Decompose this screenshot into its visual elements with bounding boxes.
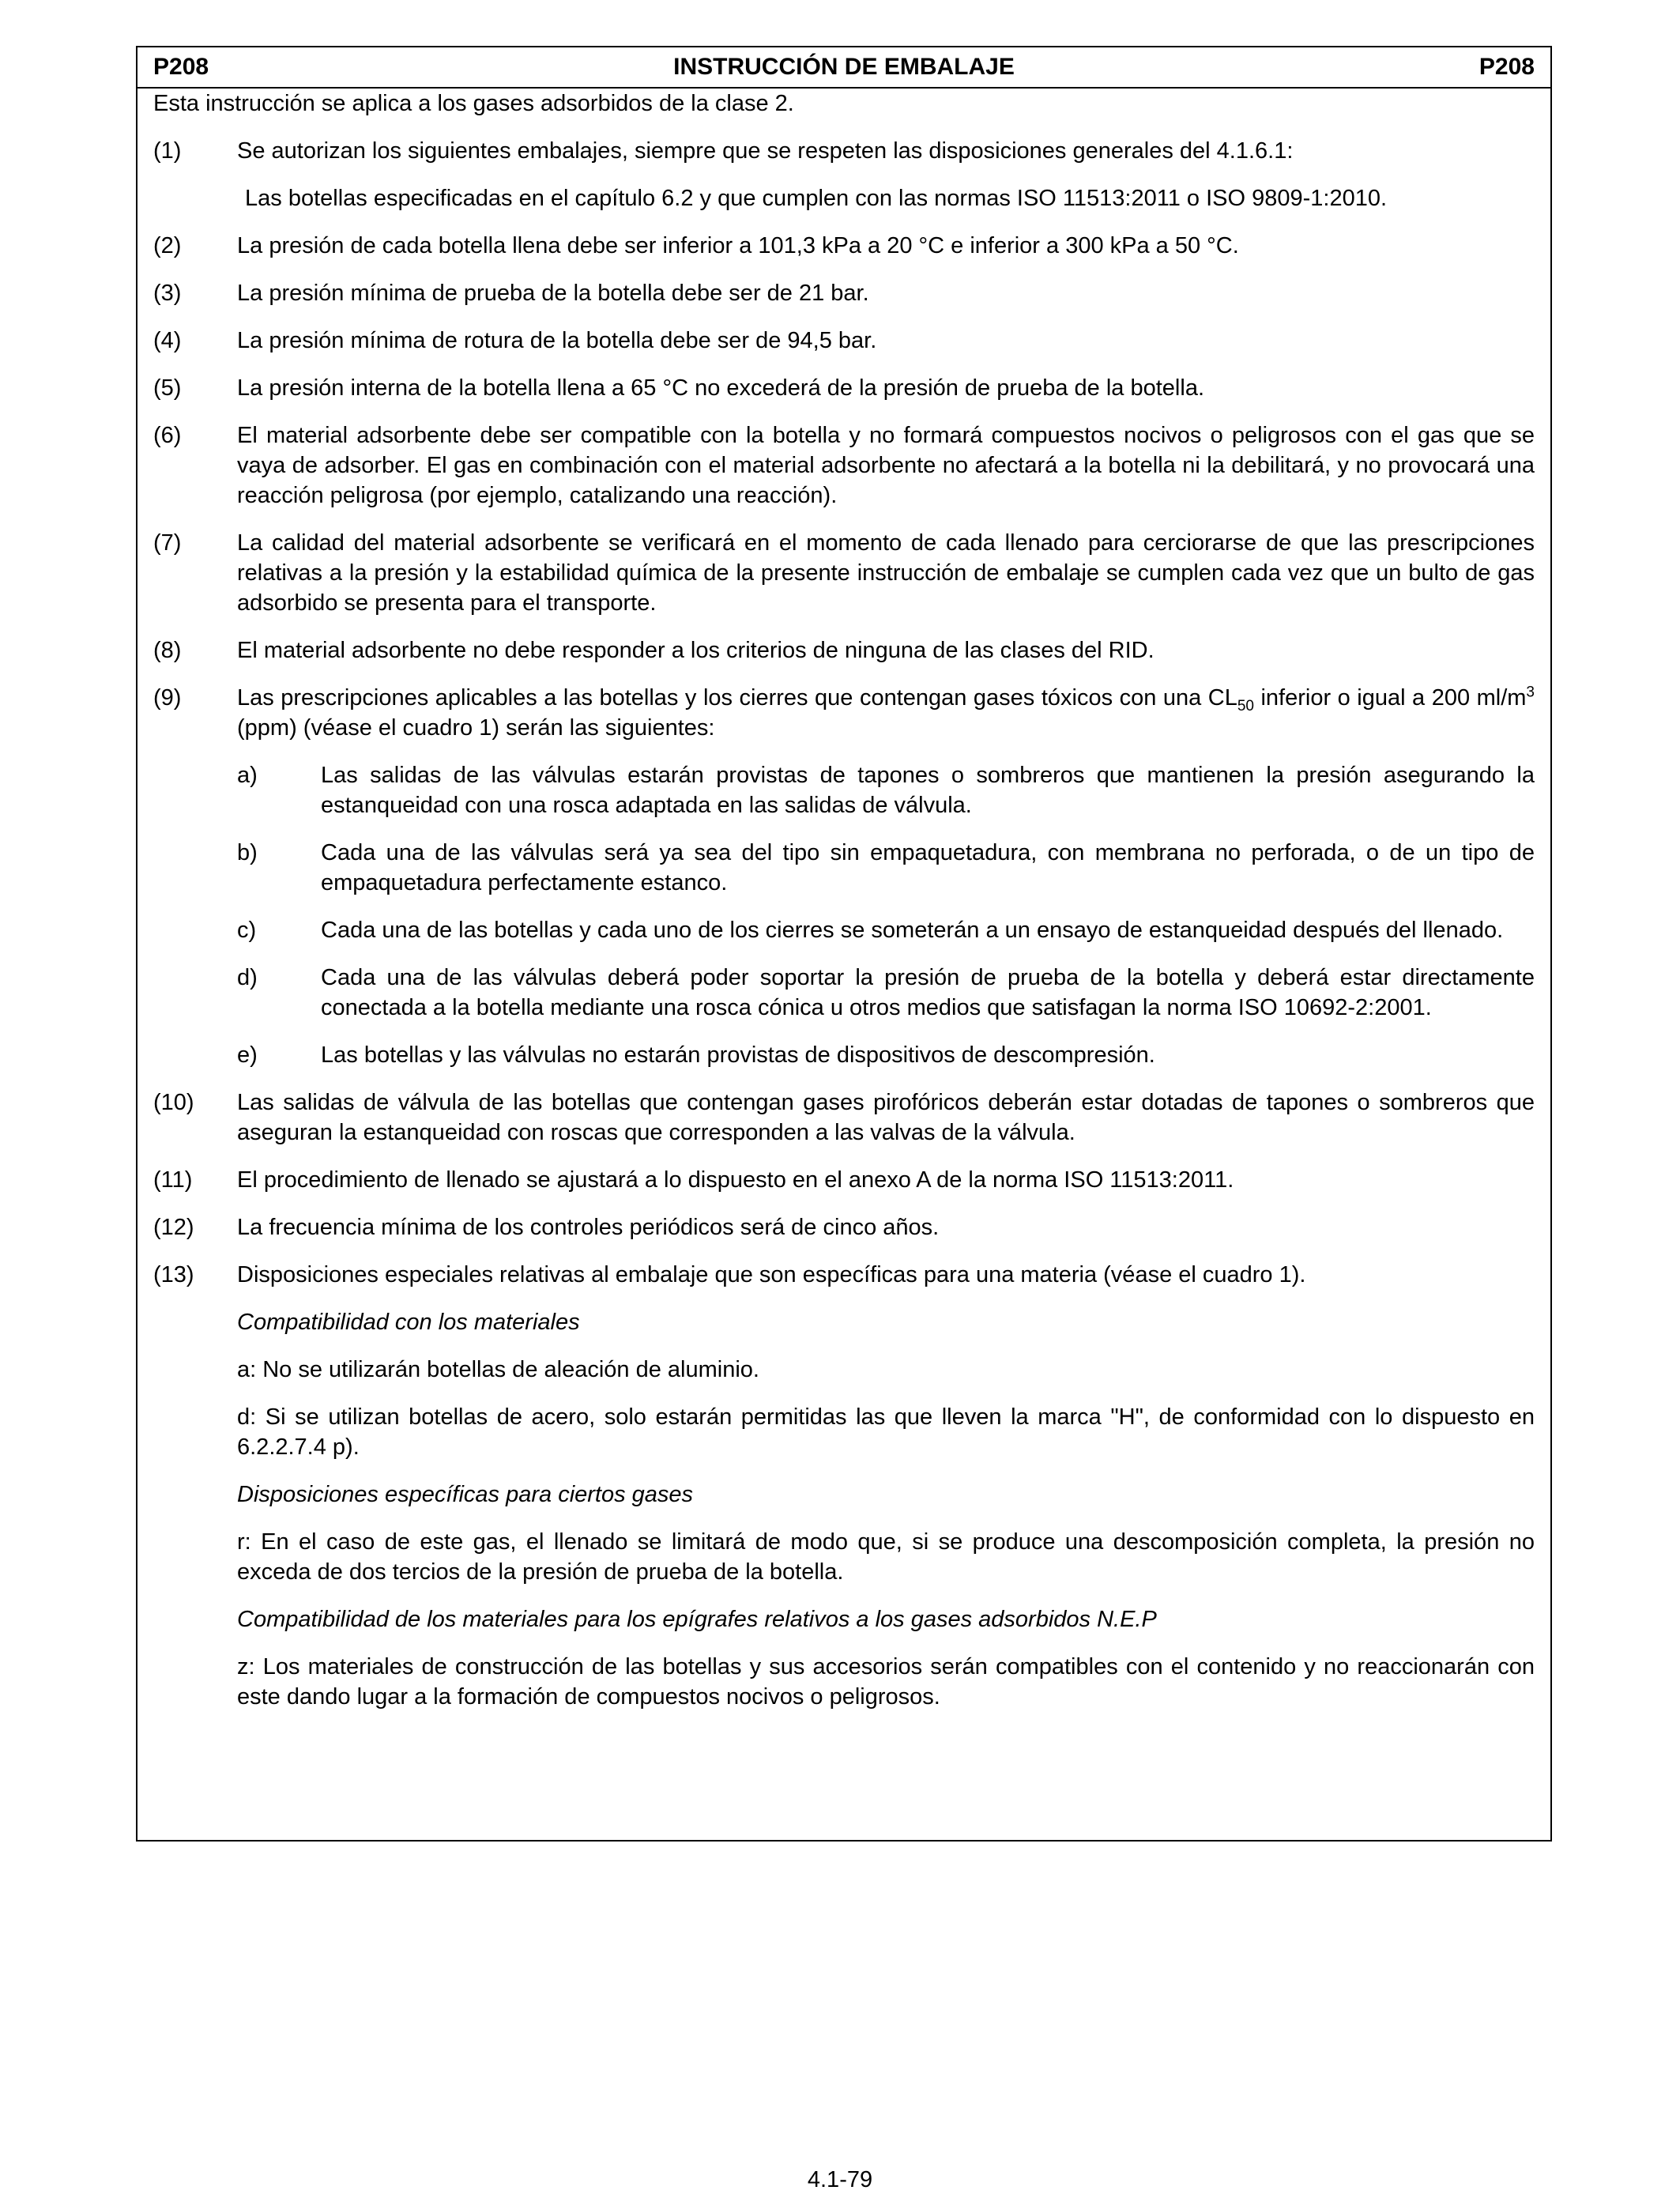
instruction-code-left: P208 [153,54,209,80]
item-text: El procedimiento de llenado se ajustará a lo dispuesto en el anexo A de la norma ISO 11513:2011. [237,1167,1234,1193]
page-number: 4.1-79 [807,2167,873,2192]
item-3 [153,278,1535,308]
sub-item-text: Cada una de las válvulas será ya sea del tipo sin empaquetadura, con membrana no perforada, o de un tipo de empaquetadura perfectamente estanco. [321,840,1535,895]
item-text: Se autorizan los siguientes embalajes, siempre que se respeten las disposiciones generales del 4.1.6.1: [237,138,1294,164]
note-r: r: En el caso de este gas, el llenado se limitará de modo que, si se produce una descomposición completa, la presión no exceda de dos tercios de la presión de prueba de la botella. [237,1529,1535,1585]
note-z: z: Los materiales de construcción de las botellas y sus accesorios serán compatibles con el contenido y no reaccionarán con este dando lugar a la formación de compuestos nocivos o peligrosos. [237,1654,1535,1710]
item-text: Las salidas de válvula de las botellas que contengan gases pirofóricos deberán estar dotadas de tapones o sombreros que aseguran la estanqueidad con roscas que corresponden a las valvas de la válvula. [237,1090,1535,1145]
item-9-sublist [237,760,1535,1070]
item-number: (2) [153,233,182,258]
item-9 [153,683,1535,743]
intro-text: Esta instrucción se aplica a los gases adsorbidos de la clase 2. [153,91,794,116]
item-text [237,683,1535,743]
item-13 [153,1260,1535,1290]
instruction-code-right: P208 [1478,54,1535,80]
item-11 [153,1165,1535,1195]
item-number: (8) [153,638,182,663]
compat-heading: Compatibilidad con los materiales [237,1310,580,1335]
item-number: (6) [153,423,182,448]
item-number: (5) [153,375,182,401]
item-1-detail: Las botellas especificadas en el capítulo 6.2 y que cumplen con las normas ISO 11513:2011 o ISO 9809-1:2010. [245,186,1388,211]
item-number: (3) [153,281,182,306]
item-8 [153,635,1535,665]
item-text: Disposiciones especiales relativas al embalaje que son específicas para una materia (véase el cuadro 1). [237,1262,1306,1287]
item-text: La presión mínima de prueba de la botella debe ser de 21 bar. [237,281,869,306]
sub-item-letter: a) [237,763,258,788]
item-number: (1) [153,138,182,164]
item-text: La presión interna de la botella llena a 65 °C no excederá de la presión de prueba de la botella. [237,375,1205,401]
sub-item-text: Cada una de las válvulas deberá poder soportar la presión de prueba de la botella y deberá estar directamente conectada a la botella mediante una rosca cónica u otros medios que satisfagan la norma ISO 10692-2:2001. [321,965,1535,1020]
instruction-body [137,89,1550,1712]
item-text: La presión de cada botella llena debe ser inferior a 101,3 kPa a 20 °C e inferior a 300 kPa a 50 °C. [237,233,1239,258]
instruction-header [137,47,1550,89]
instruction-title: INSTRUCCIÓN DE EMBALAJE [673,54,1015,80]
sub-item-e [237,1040,1535,1070]
item-number: (13) [153,1262,194,1287]
sub-item-d [237,963,1535,1023]
item-6 [153,420,1535,511]
item-1 [153,136,1535,166]
sub-item-text: Cada una de las botellas y cada uno de los cierres se someterán a un ensayo de estanqueidad después del llenado. [321,918,1504,943]
sub-item-a [237,760,1535,820]
item-7 [153,528,1535,618]
sub-item-letter: b) [237,840,258,865]
item-text: La calidad del material adsorbente se verificará en el momento de cada llenado para cerciorarse de que las prescripciones relativas a la presión y la estabilidad química de la presente instrucción de embalaje se cumplen cada vez que un bulto de gas adsorbido se presenta para el transporte. [237,530,1535,616]
item-9-text-end: (ppm) (véase el cuadro 1) serán las siguientes: [237,715,715,741]
item-text: La frecuencia mínima de los controles periódicos será de cinco años. [237,1215,940,1240]
item-number: (4) [153,328,182,353]
note-a: a: No se utilizarán botellas de aleación de aluminio. [237,1357,759,1382]
sub-item-c [237,915,1535,945]
sub-item-letter: d) [237,965,258,990]
gases-heading: Disposiciones específicas para ciertos gases [237,1482,694,1507]
item-text: La presión mínima de rotura de la botella debe ser de 94,5 bar. [237,328,877,353]
sub-item-b [237,838,1535,898]
item-9-text-middle: inferior o igual a 200 ml/m [1253,685,1527,711]
note-d: d: Si se utilizan botellas de acero, solo estarán permitidas las que lleven la marca "H", de conformidad con lo dispuesto en 6.2.2.7.4 p). [237,1404,1535,1460]
item-9-superscript: 3 [1526,684,1535,701]
item-number: (9) [153,685,182,711]
item-9-text-start: Las prescripciones aplicables a las botellas y los cierres que contengan gases tóxicos con una CL [237,685,1237,711]
item-10 [153,1088,1535,1148]
item-text: El material adsorbente no debe responder a los criterios de ninguna de las clases del RID. [237,638,1155,663]
sub-item-text: Las botellas y las válvulas no estarán provistas de dispositivos de descompresión. [321,1042,1155,1068]
sub-item-letter: c) [237,918,257,943]
item-9-subscript: 50 [1237,697,1254,714]
item-number: (12) [153,1215,194,1240]
sub-item-text: Las salidas de las válvulas estarán provistas de tapones o sombreros que mantienen la presión asegurando la estanqueidad con una rosca adaptada en las salidas de válvula. [321,763,1535,818]
item-number: (10) [153,1090,194,1115]
item-4 [153,326,1535,356]
item-12 [153,1212,1535,1242]
item-number: (11) [153,1167,193,1193]
sub-item-letter: e) [237,1042,258,1068]
item-2 [153,231,1535,261]
item-number: (7) [153,530,182,556]
packing-instruction-box [136,46,1552,1842]
item-text: El material adsorbente debe ser compatible con la botella y no formará compuestos nocivos o peligrosos con el gas que se vaya de adsorber. El gas en combinación con el material adsorbente no afectará a la botella ni la debilitará, y no provocará una reacción peligrosa (por ejemplo, catalizando una reacción). [237,423,1535,508]
item-5 [153,373,1535,403]
nep-heading: Compatibilidad de los materiales para los epígrafes relativos a los gases adsorbidos N.E.P [237,1607,1157,1632]
